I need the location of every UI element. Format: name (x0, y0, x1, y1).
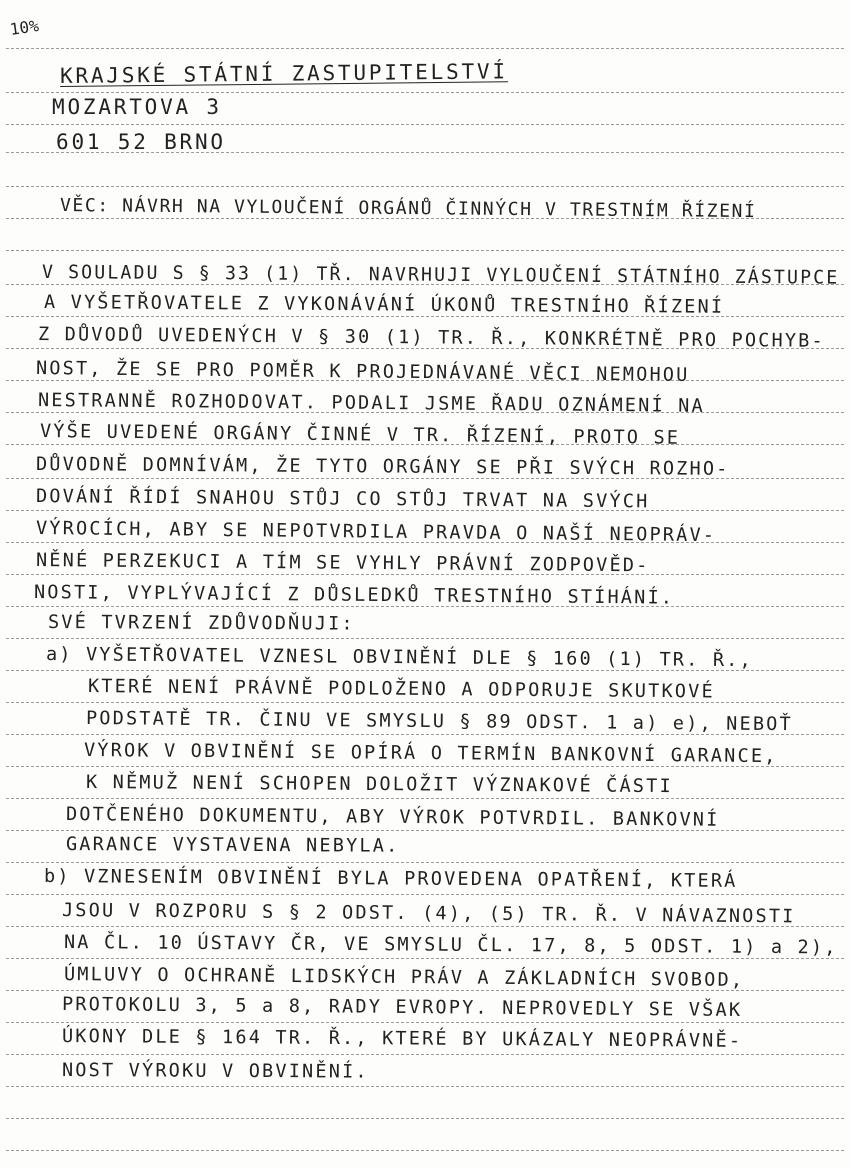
corner-mark: 10% (8, 16, 40, 39)
body-line: VÝROCÍCH, ABY SE NEPOTVRDILA PRAVDA O NAŠÍ NEOPRÁV- (35, 518, 717, 547)
body-line: A VYŠETŘOVATELE Z VYKONÁVÁNÍ ÚKONŮ TRESTNÍHO ŘÍZENÍ (43, 292, 725, 318)
body-line: ÚMLUVY O OCHRANĚ LIDSKÝCH PRÁV A ZÁKLADNÍCH SVOBOD, (63, 964, 745, 991)
address-line-city: 601 52 BRNO (56, 130, 226, 154)
body-line: Z DŮVODŮ UVEDENÝCH V § 30 (1) TR. Ř., KONKRÉTNĚ PRO POCHYB- (37, 324, 826, 352)
body-line: b) VZNESENÍM OBVINĚNÍ BYLA PROVEDENA OPATŘENÍ, KTERÁ (43, 866, 738, 892)
body-line: NOST VÝROKU V OBVINĚNÍ. (61, 1060, 369, 1083)
body-line: DOTČENÉHO DOKUMENTU, ABY VÝROK POTVRDIL. BANKOVNÍ (65, 804, 720, 831)
body-line: PROTOKOLU 3, 5 a 8, RADY EVROPY. NEPROVEDLY SE VŠAK (61, 994, 743, 1021)
body-line: NESTRANNĚ ROZHODOVAT. PODALI JSME ŘADU OZNÁMENÍ NA (37, 390, 705, 417)
body-line: GARANCE VYSTAVENA NEBYLA. (65, 834, 400, 857)
address-line-street: MOZARTOVA 3 (52, 95, 222, 119)
body-line: a) VYŠETŘOVATEL VZNESL OBVINĚNÍ DLE § 160 (1) TR. Ř., (45, 644, 753, 672)
body-line: NA ČL. 10 ÚSTAVY ČR, VE SMYSLU ČL. 17, 8, 5 ODST. 1) a 2), (63, 932, 838, 959)
body-line: SVÉ TVRZENÍ ZDŮVODŇUJI: (47, 612, 355, 635)
body-line: KTERÉ NENÍ PRÁVNĚ PODLOŽENO A ODPORUJE SKUTKOVÉ (87, 676, 715, 703)
body-line: ÚKONY DLE § 164 TR. Ř., KTERÉ BY UKÁZALY NEOPRÁVNĚ- (61, 1026, 743, 1052)
address-line-office: KRAJSKÉ STÁTNÍ ZASTUPITELSTVÍ (59, 59, 508, 88)
body-line: VÝŠE UVEDENÉ ORGÁNY ČINNÉ V TR. ŘÍZENÍ, PROTO SE (39, 421, 681, 449)
body-line: NĚNÉ PERZEKUCI A TÍM SE VYHLY PRÁVNÍ ZODPOVĚD- (35, 550, 650, 577)
body-line: VÝROK V OBVINĚNÍ SE OPÍRÁ O TERMÍN BANKOVNÍ GARANCE, (83, 740, 778, 768)
body-line: JSOU V ROZPORU S § 2 ODST. (4), (5) TR. Ř. V NÁVAZNOSTI (61, 900, 796, 928)
body-line: NOST, ŽE SE PRO POMĚR K PROJEDNÁVANÉ VĚCI NEMOHOU (35, 358, 690, 386)
body-line: V SOULADU S § 33 (1) TŘ. NAVRHUJI VYLOUČENÍ STÁTNÍHO ZÁSTUPCE (41, 262, 840, 289)
body-line: NOSTI, VYPLÝVAJÍCÍ Z DŮSLEDKŮ TRESTNÍHO STÍHÁNÍ. (33, 582, 675, 609)
subject-line: VĚC: NÁVRH NA VYLOUČENÍ ORGÁNŮ ČINNÝCH V TRESTNÍM ŘÍZENÍ (59, 195, 757, 223)
body-line: DOVÁNÍ ŘÍDÍ SNAHOU STŮJ CO STŮJ TRVAT NA SVÝCH (35, 486, 650, 513)
body-line: DŮVODNĚ DOMNÍVÁM, ŽE TYTO ORGÁNY SE PŘI SVÝCH ROZHO- (35, 454, 730, 480)
body-line: K NĚMUŽ NENÍ SCHOPEN DOLOŽIT VÝZNAKOVÉ ČÁSTI (85, 772, 673, 798)
body-line: PODSTATĚ TR. ČINU VE SMYSLU § 89 ODST. 1 a) e), NEBOŤ (85, 708, 793, 736)
